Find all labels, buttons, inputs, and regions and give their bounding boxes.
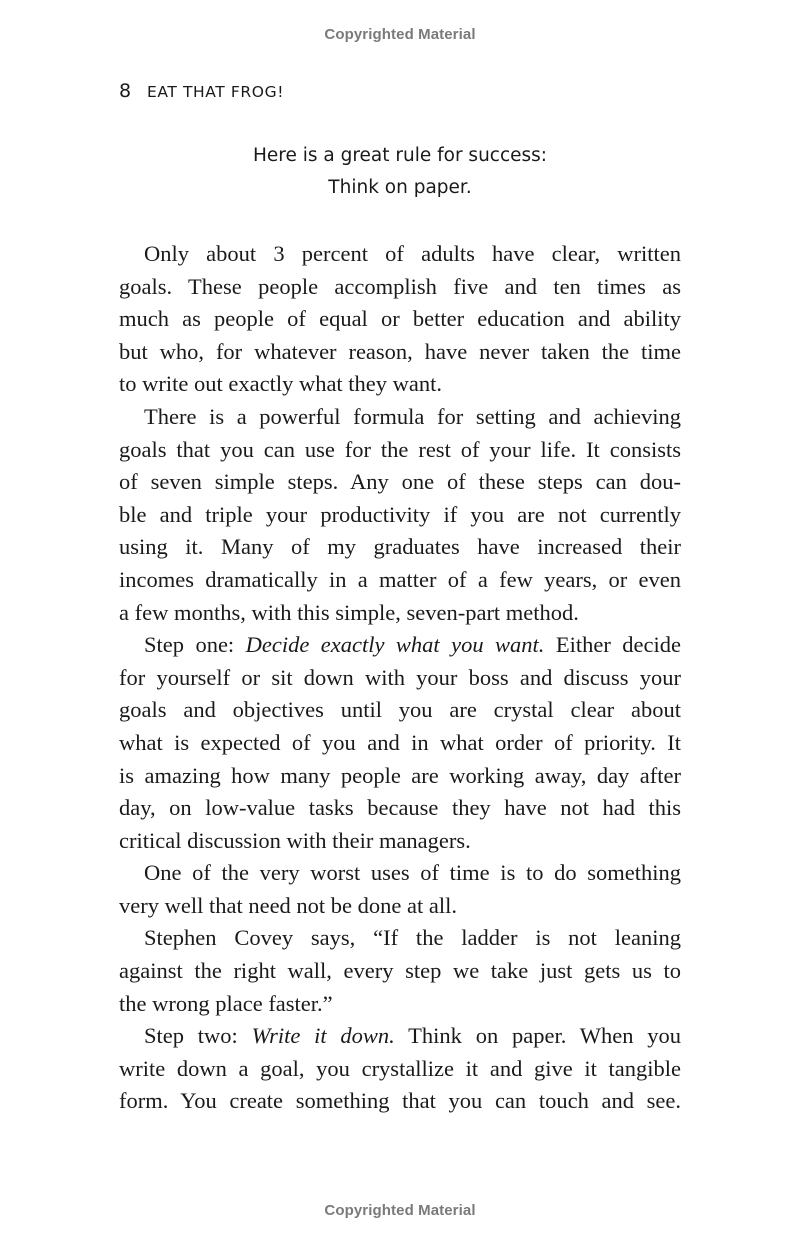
text-line: very well that need not be done at all. bbox=[119, 892, 458, 918]
paragraph-3 bbox=[119, 629, 681, 857]
paragraph-2 bbox=[119, 401, 681, 629]
text-line: is amazing how many people are working away, day after bbox=[119, 762, 681, 788]
text-line: but who, for whatever reason, have never taken the time bbox=[119, 338, 681, 364]
callout-line-1: Here is a great rule for success: bbox=[252, 145, 548, 166]
text-line: incomes dramatically in a matter of a few years, or even bbox=[119, 566, 681, 592]
text-line: the wrong place faster.” bbox=[119, 990, 333, 1016]
callout-line-2: Think on paper. bbox=[328, 177, 472, 198]
step-emphasis: Decide exactly what you want. bbox=[245, 632, 545, 658]
text-line: One of the very worst uses of time is to do something bbox=[144, 860, 681, 886]
step-label: Step two: bbox=[144, 1023, 252, 1049]
text-line: for yourself or sit down with your boss and discuss your bbox=[119, 664, 681, 690]
text-line: goals and objectives until you are crystal clear about bbox=[119, 697, 681, 723]
paragraph-5 bbox=[119, 922, 681, 1020]
paragraph-4 bbox=[119, 857, 681, 922]
text-line: against the right wall, every step we take just gets us to bbox=[119, 958, 681, 984]
text-line: goals. These people accomplish five and ten times as bbox=[119, 273, 681, 299]
text-line: what is expected of you and in what order of priority. It bbox=[119, 729, 681, 755]
text-line: using it. Many of my graduates have increased their bbox=[119, 534, 681, 560]
text-line: a few months, with this simple, seven-part method. bbox=[119, 599, 579, 625]
body-text bbox=[119, 238, 681, 1118]
text-line: day, on low-value tasks because they have not had this bbox=[119, 795, 681, 821]
text-line: to write out exactly what they want. bbox=[119, 371, 443, 397]
text-line: Stephen Covey says, “If the ladder is not leaning bbox=[144, 925, 681, 951]
copyright-watermark-top: Copyrighted Material bbox=[324, 26, 476, 43]
text-line: Only about 3 percent of adults have clear, written bbox=[144, 241, 681, 266]
text-line: ble and triple your productivity if you are not currently bbox=[119, 501, 681, 527]
text-line bbox=[119, 1020, 681, 1053]
step-first-line-rest: Either decide bbox=[544, 632, 681, 658]
text-line: of seven simple steps. Any one of these steps can dou- bbox=[119, 469, 681, 495]
paragraph-6 bbox=[119, 1020, 681, 1118]
page-number: 8 bbox=[119, 80, 132, 102]
book-title: EAT THAT FROG! bbox=[147, 83, 285, 101]
step-first-line-rest: Think on paper. When you bbox=[394, 1023, 681, 1049]
text-line: write down a goal, you crystallize it and give it tangible bbox=[119, 1055, 681, 1081]
copyright-watermark-bottom: Copyrighted Material bbox=[324, 1202, 476, 1219]
step-emphasis: Write it down. bbox=[251, 1023, 395, 1049]
paragraph-1 bbox=[119, 238, 681, 401]
text-line: There is a powerful formula for setting and achieving bbox=[144, 403, 681, 429]
text-line bbox=[119, 629, 681, 662]
text-line: critical discussion with their managers. bbox=[119, 827, 471, 853]
step-label: Step one: bbox=[144, 632, 246, 658]
text-line: much as people of equal or better education and ability bbox=[119, 306, 681, 332]
text-line: form. You create something that you can touch and see. bbox=[119, 1088, 681, 1114]
running-head bbox=[119, 80, 284, 102]
text-line: goals that you can use for the rest of your life. It consists bbox=[119, 436, 681, 462]
